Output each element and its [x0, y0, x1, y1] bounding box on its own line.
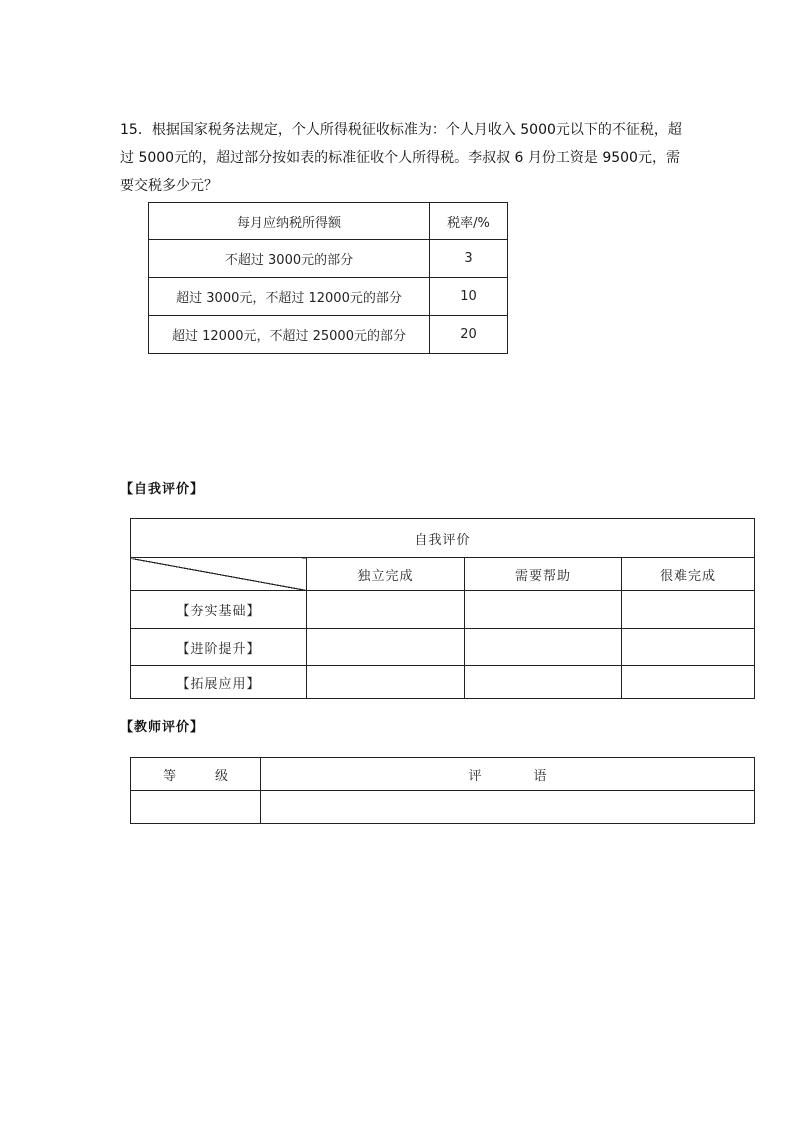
eval-cell[interactable] — [465, 591, 622, 629]
eval-cell[interactable] — [622, 591, 755, 629]
table-row — [131, 629, 755, 666]
diagonal-header-cell — [131, 558, 307, 591]
self-eval-heading: 【自我评价】 — [120, 482, 205, 497]
column-header-need-help: 需要帮助 — [465, 558, 622, 591]
problem-statement — [120, 116, 690, 200]
tax-table-header-income: 每月应纳税所得额 — [149, 203, 430, 240]
teacher-eval-header-row — [131, 758, 755, 791]
self-eval-title-row — [131, 519, 755, 558]
table-row — [131, 666, 755, 699]
tax-rate-cell: 20 — [430, 316, 508, 354]
row-label-foundation: 【夯实基础】 — [131, 591, 307, 629]
table-row — [149, 316, 508, 354]
table-row — [131, 791, 755, 824]
eval-cell[interactable] — [465, 666, 622, 699]
column-header-difficult: 很难完成 — [622, 558, 755, 591]
tax-bracket-cell: 超过 3000元，不超过 12000元的部分 — [149, 278, 430, 316]
tax-bracket-cell: 超过 12000元，不超过 25000元的部分 — [149, 316, 430, 354]
comment-cell[interactable] — [261, 791, 755, 824]
comment-label: 评 语 — [261, 758, 755, 791]
eval-cell[interactable] — [465, 629, 622, 666]
row-label-advanced: 【进阶提升】 — [131, 629, 307, 666]
eval-cell[interactable] — [622, 629, 755, 666]
teacher-eval-heading: 【教师评价】 — [120, 720, 205, 735]
grade-label: 等 级 — [131, 758, 261, 791]
problem-line-2: 过 5000元的，超过部分按如表的标准征收个人所得税。李叔叔 6 月份工资是 9500元，需 — [120, 150, 680, 166]
column-header-independent: 独立完成 — [307, 558, 465, 591]
eval-cell[interactable] — [307, 666, 465, 699]
self-eval-table-title: 自我评价 — [131, 519, 755, 558]
self-eval-table — [130, 518, 755, 699]
table-row — [149, 278, 508, 316]
table-row — [149, 240, 508, 278]
tax-rate-cell: 3 — [430, 240, 508, 278]
eval-cell[interactable] — [307, 629, 465, 666]
tax-rate-table — [148, 202, 508, 354]
eval-cell[interactable] — [307, 591, 465, 629]
row-label-extension: 【拓展应用】 — [131, 666, 307, 699]
eval-cell[interactable] — [622, 666, 755, 699]
table-row — [131, 591, 755, 629]
problem-line-1: 15．根据国家税务法规定，个人所得税征收标准为：个人月收入 5000元以下的不征税，超 — [120, 122, 682, 138]
self-eval-header-row — [131, 558, 755, 591]
tax-rate-cell: 10 — [430, 278, 508, 316]
tax-table-header-rate: 税率/% — [430, 203, 508, 240]
problem-number: 15． — [120, 122, 152, 138]
grade-cell[interactable] — [131, 791, 261, 824]
tax-bracket-cell: 不超过 3000元的部分 — [149, 240, 430, 278]
tax-table-header-row — [149, 203, 508, 240]
problem-line-3: 要交税多少元？ — [120, 178, 218, 194]
teacher-eval-table — [130, 757, 755, 824]
